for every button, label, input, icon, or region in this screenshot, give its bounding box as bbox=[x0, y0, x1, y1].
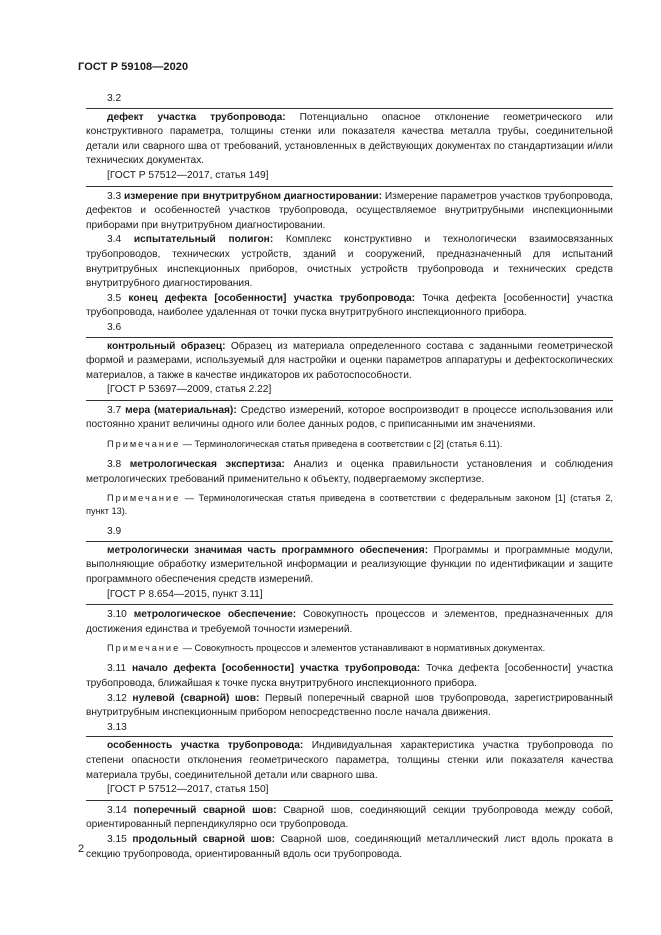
entry-text bbox=[86, 804, 613, 833]
entry-text bbox=[86, 692, 613, 721]
note-label: Примечание bbox=[107, 493, 181, 504]
entry-term: продольный сварной шов: bbox=[132, 833, 275, 845]
entry-definition: Средство измерений, которое воспроизводит в процессе использования или постоянно хранит величины одного или более данных родов, с приписанными им значениями. bbox=[86, 404, 613, 431]
entry-text bbox=[86, 662, 613, 691]
entry-number: 3.5 bbox=[107, 292, 122, 304]
entry-text bbox=[86, 233, 613, 291]
entry-number: 3.9 bbox=[107, 526, 122, 538]
entry-definition: Точка дефекта [особенности] участка трубопровода, наиболее удаленная от точки пуска внутритрубного инспекционного прибора. bbox=[86, 292, 613, 319]
entry-number: 3.4 bbox=[107, 234, 122, 246]
entry-term: метрологически значимая часть программного обеспечения: bbox=[107, 544, 429, 556]
entry-number: 3.7 bbox=[107, 404, 122, 416]
entry-number: 3.6 bbox=[107, 321, 122, 333]
entry-text bbox=[86, 111, 613, 169]
entry-definition: Анализ и оценка правильности установления и соблюдения метрологических требований применительно к объекту, подвергаемому экспертизе. bbox=[86, 459, 613, 485]
entry-term: поперечный сварной шов: bbox=[133, 804, 277, 816]
entry-term: конец дефекта [особенности] участка трубопровода: bbox=[128, 292, 416, 304]
note-label: Примечание bbox=[107, 643, 181, 654]
entry-definition: Точка дефекта [особенности] участка трубопровода, ближайшая к точке пуска внутритрубного инспекционного прибора. bbox=[86, 663, 613, 689]
entry-term: измерение при внутритрубном диагностировании: bbox=[124, 190, 383, 202]
entry-definition: Сварной шов, соединяющий секции трубопровода между собой, ориентированный перпендикулярно оси трубопровода. bbox=[86, 804, 613, 831]
entry-term: мера (материальная): bbox=[125, 404, 237, 416]
entry-text bbox=[86, 292, 613, 321]
entry-number: 3.13 bbox=[107, 721, 127, 733]
entry-definition: Программы и программные модули, выполняющие обработку измерительной информации и реализующие функции по идентификации и защите программного обеспечения средств измерений. bbox=[86, 544, 613, 586]
entry-term: испытательный полигон: bbox=[133, 234, 274, 246]
entry-source: [ГОСТ Р 8.654—2015, пункт 3.11] bbox=[107, 588, 263, 600]
document-code: ГОСТ Р 59108—2020 bbox=[78, 61, 189, 73]
document-body bbox=[86, 92, 613, 862]
entry-number: 3.2 bbox=[107, 93, 122, 104]
entry-definition: Измерение параметров участков трубопровода, дефектов и особенностей участков трубопровода, осуществляемое внутритрубными инспекционными приборами при внутритрубном диагностировании. bbox=[86, 190, 614, 231]
entry-definition: Сварной шов, соединяющий металлический лист вдоль проката в секцию трубопровода, ориентированный вдоль оси трубопровода. bbox=[86, 833, 614, 860]
quoted-entry-box bbox=[86, 736, 613, 800]
entry-text bbox=[86, 544, 613, 588]
entry-term: контрольный образец: bbox=[107, 340, 226, 352]
note-text: — Совокупность процессов и элементов устанавливают в нормативных документах. bbox=[180, 643, 546, 654]
note-label: Примечание bbox=[107, 439, 181, 450]
entry-text bbox=[86, 404, 613, 433]
entry-number: 3.11 bbox=[107, 663, 127, 675]
entry-text bbox=[86, 190, 613, 234]
entry-definition: Потенциально опасное отклонение геометрического или конструктивного параметра, толщины стенки или показателя качества металла трубы, соединительной детали или сварного шва от требований, установленных в действующих документах по стандартизации и/или технических документах. bbox=[86, 111, 613, 167]
entry-note bbox=[86, 642, 613, 655]
entry-text bbox=[86, 608, 613, 637]
entry-term: дефект участка трубопровода: bbox=[107, 111, 286, 123]
entry-number: 3.3 bbox=[107, 190, 122, 202]
entry-term: метрологическое обеспечение: bbox=[133, 609, 297, 621]
entry-note bbox=[86, 438, 613, 451]
entry-source: [ГОСТ Р 53697—2009, статья 2.22] bbox=[107, 384, 272, 396]
entry-number: 3.12 bbox=[107, 692, 127, 704]
note-text: — Терминологическая статья приведена в соответствии с [2] (статья 6.11). bbox=[180, 439, 503, 450]
quoted-entry-box bbox=[86, 108, 613, 187]
entry-number: 3.14 bbox=[107, 804, 127, 816]
entry-definition: Комплекс конструктивно и технологически взаимосвязанных трубопроводов, технических устройств, зданий и сооружений, предназначенный для испытаний внутритрубных инспекционных приборов, очистных устройств трубопровода и технических средств внутритрубного диагностирования. bbox=[86, 234, 613, 290]
entry-definition: Совокупность процессов и элементов, предназначенных для достижения единства и требуемой точности измерений. bbox=[86, 609, 613, 635]
entry-text bbox=[86, 458, 613, 487]
entry-text bbox=[86, 340, 613, 384]
entry-term: метрологическая экспертиза: bbox=[129, 459, 285, 471]
quoted-entry-box bbox=[86, 541, 613, 605]
entry-term: нулевой (сварной) шов: bbox=[132, 692, 260, 704]
quoted-entry-box bbox=[86, 337, 613, 401]
entry-number: 3.8 bbox=[107, 459, 122, 471]
entry-source: [ГОСТ Р 57512—2017, статья 149] bbox=[107, 169, 269, 181]
entry-number: 3.10 bbox=[107, 609, 127, 621]
entry-term: начало дефекта [особенности] участка трубопровода: bbox=[132, 663, 421, 675]
entry-text bbox=[86, 739, 613, 783]
entry-note bbox=[86, 492, 613, 518]
entry-term: особенность участка трубопровода: bbox=[107, 740, 304, 752]
entry-text bbox=[86, 833, 613, 862]
note-text: — Терминологическая статья приведена в соответствии с федеральным законом [1] (статья 2, пункт 13). bbox=[86, 493, 613, 517]
entry-number: 3.15 bbox=[107, 833, 127, 845]
entry-source: [ГОСТ Р 57512—2017, статья 150] bbox=[107, 784, 269, 796]
entry-definition: Образец из материала определенного состава с заданными геометрической формой и размерами, используемый для настройки и оценки параметров аппаратуры и дефектоскопических материалов, а также в качестве индикаторов их работоспособности. bbox=[86, 340, 613, 381]
entry-definition: Индивидуальная характеристика участка трубопровода по степени опасности отклонения геометрического параметра, толщины стенки или показателя качества материала трубы, соединительной детали или сварного шва. bbox=[86, 740, 613, 781]
entry-definition: Первый поперечный сварной шов трубопровода, зарегистрированный внутритрубным инспекционным прибором непосредственно после начала движения. bbox=[86, 692, 613, 719]
page-number: 2 bbox=[78, 843, 85, 855]
